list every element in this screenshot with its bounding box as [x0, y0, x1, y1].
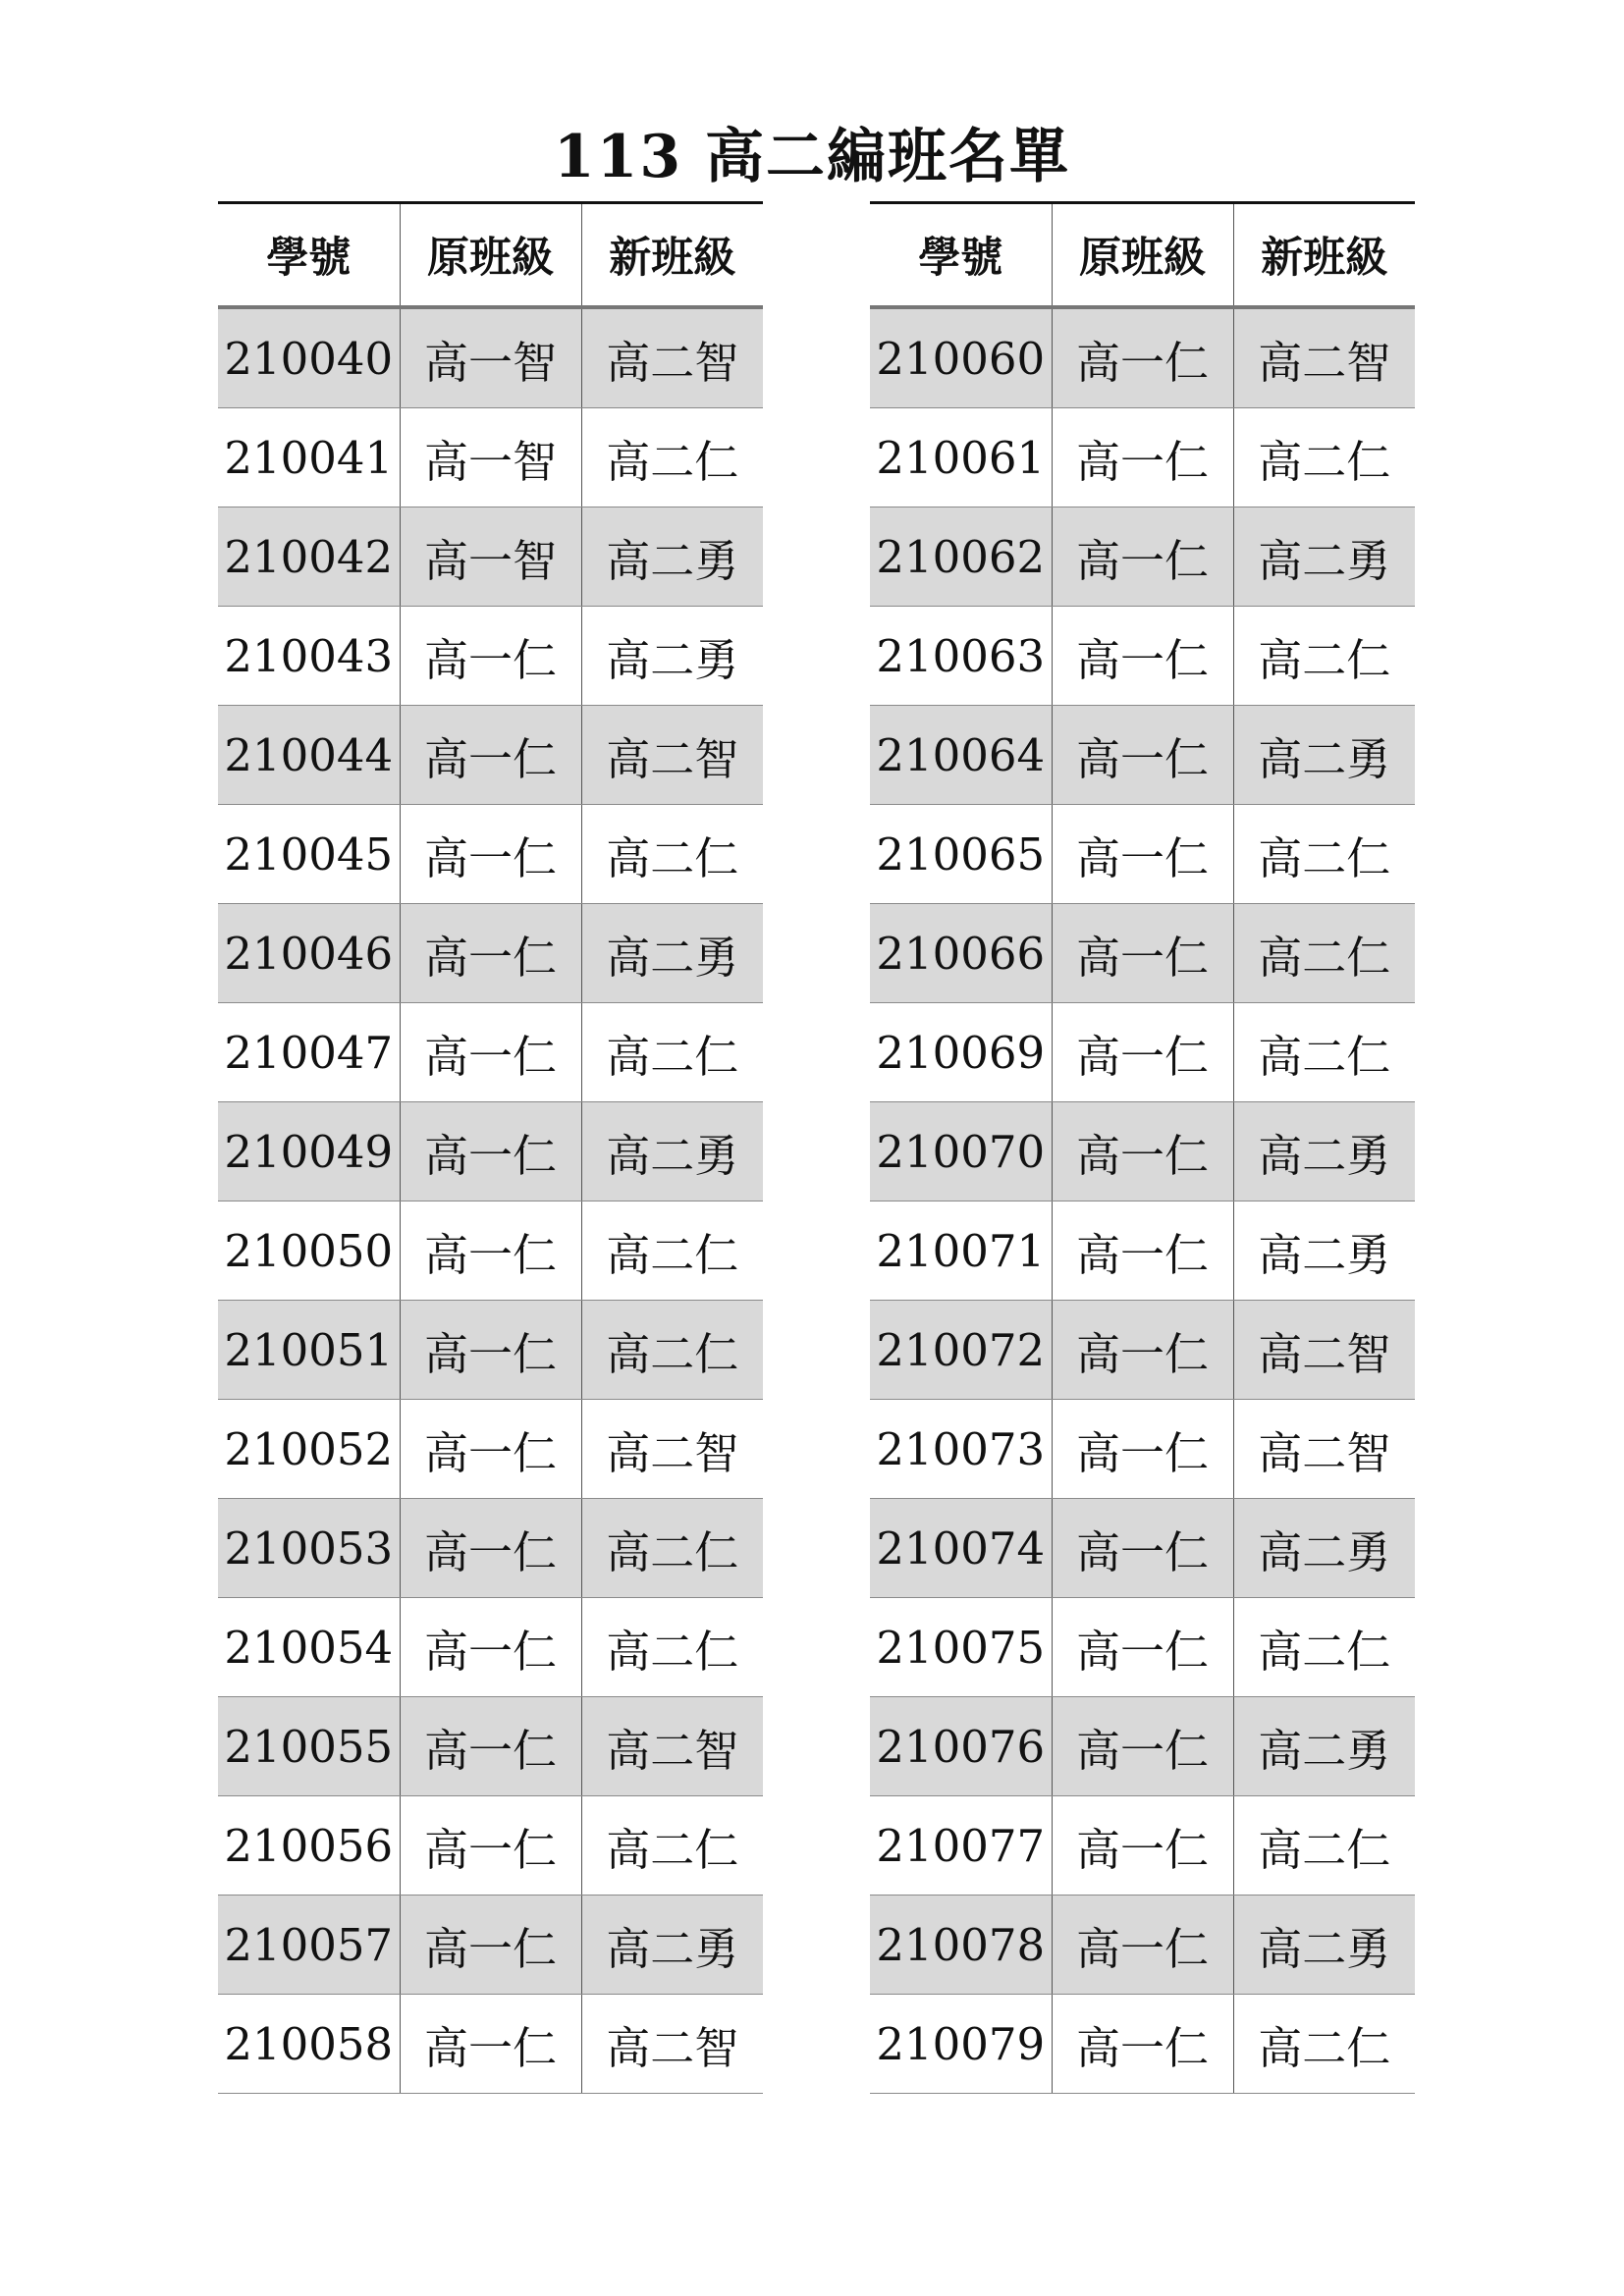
new-class-cell: 高二智 — [1233, 1301, 1415, 1400]
student-id-cell: 210058 — [218, 1995, 400, 2094]
student-id-cell: 210072 — [870, 1301, 1052, 1400]
original-class-cell: 高一仁 — [400, 904, 581, 1003]
student-id-cell: 210060 — [870, 307, 1052, 408]
original-class-cell: 高一仁 — [1052, 1201, 1233, 1301]
student-id-cell: 210079 — [870, 1995, 1052, 2094]
table-row — [218, 706, 763, 805]
roster-table-right — [870, 201, 1415, 2094]
table-row — [870, 904, 1415, 1003]
original-class-cell: 高一仁 — [1052, 507, 1233, 607]
student-id-cell: 210074 — [870, 1499, 1052, 1598]
roster-body-left — [218, 307, 763, 2094]
original-class-cell: 高一仁 — [1052, 1598, 1233, 1697]
original-class-cell: 高一仁 — [400, 1995, 581, 2094]
table-row — [218, 307, 763, 408]
new-class-cell: 高二勇 — [1233, 706, 1415, 805]
new-class-cell: 高二仁 — [581, 1201, 763, 1301]
original-class-cell: 高一仁 — [400, 1796, 581, 1896]
original-class-cell: 高一仁 — [1052, 1896, 1233, 1995]
new-class-cell: 高二勇 — [581, 507, 763, 607]
original-class-cell: 高一智 — [400, 507, 581, 607]
original-class-cell: 高一仁 — [400, 805, 581, 904]
table-row — [218, 1301, 763, 1400]
new-class-cell: 高二勇 — [581, 1102, 763, 1201]
new-class-cell: 高二智 — [1233, 307, 1415, 408]
student-id-cell: 210054 — [218, 1598, 400, 1697]
new-class-cell: 高二勇 — [1233, 1896, 1415, 1995]
new-class-cell: 高二仁 — [581, 1301, 763, 1400]
student-id-cell: 210063 — [870, 607, 1052, 706]
new-class-cell: 高二智 — [581, 1400, 763, 1499]
original-class-cell: 高一仁 — [1052, 706, 1233, 805]
original-class-cell: 高一仁 — [1052, 1995, 1233, 2094]
table-row — [218, 607, 763, 706]
table-row — [218, 507, 763, 607]
new-class-cell: 高二勇 — [581, 1896, 763, 1995]
table-row — [218, 408, 763, 507]
student-id-cell: 210047 — [218, 1003, 400, 1102]
original-class-cell: 高一仁 — [1052, 307, 1233, 408]
new-class-cell: 高二勇 — [1233, 1697, 1415, 1796]
original-class-cell: 高一仁 — [1052, 1796, 1233, 1896]
student-id-cell: 210062 — [870, 507, 1052, 607]
new-class-cell: 高二勇 — [1233, 1499, 1415, 1598]
header-new-class: 新班級 — [1233, 203, 1415, 308]
header-student-id: 學號 — [870, 203, 1052, 308]
original-class-cell: 高一仁 — [1052, 1003, 1233, 1102]
student-id-cell: 210044 — [218, 706, 400, 805]
table-row — [870, 1499, 1415, 1598]
new-class-cell: 高二仁 — [581, 1499, 763, 1598]
student-id-cell: 210057 — [218, 1896, 400, 1995]
new-class-cell: 高二智 — [581, 307, 763, 408]
table-row — [870, 1003, 1415, 1102]
student-id-cell: 210053 — [218, 1499, 400, 1598]
header-original-class: 原班級 — [400, 203, 581, 308]
table-row — [870, 1697, 1415, 1796]
new-class-cell: 高二勇 — [1233, 507, 1415, 607]
student-id-cell: 210056 — [218, 1796, 400, 1896]
student-id-cell: 210045 — [218, 805, 400, 904]
new-class-cell: 高二仁 — [581, 805, 763, 904]
student-id-cell: 210073 — [870, 1400, 1052, 1499]
page-title: 113 高二編班名單 — [553, 123, 1071, 191]
header-row — [870, 203, 1415, 308]
table-row — [218, 904, 763, 1003]
original-class-cell: 高一仁 — [400, 1400, 581, 1499]
new-class-cell: 高二仁 — [581, 1796, 763, 1896]
original-class-cell: 高一仁 — [1052, 1102, 1233, 1201]
student-id-cell: 210077 — [870, 1796, 1052, 1896]
new-class-cell: 高二仁 — [1233, 1995, 1415, 2094]
original-class-cell: 高一仁 — [400, 1201, 581, 1301]
student-id-cell: 210043 — [218, 607, 400, 706]
original-class-cell: 高一仁 — [400, 1102, 581, 1201]
table-row — [218, 1995, 763, 2094]
header-original-class: 原班級 — [1052, 203, 1233, 308]
roster-table-left — [218, 201, 763, 2094]
student-id-cell: 210070 — [870, 1102, 1052, 1201]
student-id-cell: 210042 — [218, 507, 400, 607]
student-id-cell: 210065 — [870, 805, 1052, 904]
original-class-cell: 高一仁 — [400, 1896, 581, 1995]
original-class-cell: 高一仁 — [400, 1598, 581, 1697]
original-class-cell: 高一智 — [400, 307, 581, 408]
new-class-cell: 高二仁 — [1233, 1598, 1415, 1697]
student-id-cell: 210071 — [870, 1201, 1052, 1301]
student-id-cell: 210046 — [218, 904, 400, 1003]
header-row — [218, 203, 763, 308]
new-class-cell: 高二智 — [581, 1697, 763, 1796]
table-row — [870, 1896, 1415, 1995]
original-class-cell: 高一仁 — [400, 1499, 581, 1598]
student-id-cell: 210078 — [870, 1896, 1052, 1995]
new-class-cell: 高二仁 — [1233, 607, 1415, 706]
table-row — [870, 706, 1415, 805]
table-row — [218, 1003, 763, 1102]
original-class-cell: 高一仁 — [400, 706, 581, 805]
table-row — [218, 1598, 763, 1697]
student-id-cell: 210055 — [218, 1697, 400, 1796]
student-id-cell: 210041 — [218, 408, 400, 507]
original-class-cell: 高一仁 — [1052, 1400, 1233, 1499]
student-id-cell: 210040 — [218, 307, 400, 408]
student-id-cell: 210052 — [218, 1400, 400, 1499]
original-class-cell: 高一仁 — [1052, 1499, 1233, 1598]
original-class-cell: 高一仁 — [1052, 904, 1233, 1003]
original-class-cell: 高一仁 — [400, 1301, 581, 1400]
table-row — [870, 1102, 1415, 1201]
header-student-id: 學號 — [218, 203, 400, 308]
table-row — [870, 805, 1415, 904]
header-new-class: 新班級 — [581, 203, 763, 308]
new-class-cell: 高二仁 — [581, 1003, 763, 1102]
table-row — [218, 805, 763, 904]
new-class-cell: 高二仁 — [1233, 805, 1415, 904]
original-class-cell: 高一仁 — [1052, 408, 1233, 507]
table-row — [218, 1796, 763, 1896]
original-class-cell: 高一智 — [400, 408, 581, 507]
original-class-cell: 高一仁 — [1052, 1697, 1233, 1796]
new-class-cell: 高二勇 — [581, 904, 763, 1003]
new-class-cell: 高二仁 — [1233, 1003, 1415, 1102]
new-class-cell: 高二仁 — [1233, 904, 1415, 1003]
roster-body-right — [870, 307, 1415, 2094]
new-class-cell: 高二智 — [581, 706, 763, 805]
table-row — [870, 1995, 1415, 2094]
table-row — [218, 1499, 763, 1598]
new-class-cell: 高二勇 — [1233, 1102, 1415, 1201]
new-class-cell: 高二仁 — [1233, 1796, 1415, 1896]
new-class-cell: 高二智 — [1233, 1400, 1415, 1499]
original-class-cell: 高一仁 — [1052, 607, 1233, 706]
original-class-cell: 高一仁 — [1052, 805, 1233, 904]
student-id-cell: 210050 — [218, 1201, 400, 1301]
table-row — [870, 1400, 1415, 1499]
student-id-cell: 210049 — [218, 1102, 400, 1201]
table-row — [218, 1201, 763, 1301]
table-row — [870, 1201, 1415, 1301]
table-row — [218, 1400, 763, 1499]
student-id-cell: 210064 — [870, 706, 1052, 805]
table-row — [870, 1301, 1415, 1400]
table-row — [218, 1896, 763, 1995]
new-class-cell: 高二勇 — [581, 607, 763, 706]
table-row — [870, 1796, 1415, 1896]
new-class-cell: 高二智 — [581, 1995, 763, 2094]
new-class-cell: 高二勇 — [1233, 1201, 1415, 1301]
new-class-cell: 高二仁 — [581, 1598, 763, 1697]
original-class-cell: 高一仁 — [400, 607, 581, 706]
original-class-cell: 高一仁 — [400, 1697, 581, 1796]
table-row — [870, 408, 1415, 507]
original-class-cell: 高一仁 — [1052, 1301, 1233, 1400]
student-id-cell: 210051 — [218, 1301, 400, 1400]
table-row — [870, 1598, 1415, 1697]
new-class-cell: 高二仁 — [1233, 408, 1415, 507]
table-row — [870, 307, 1415, 408]
student-id-cell: 210066 — [870, 904, 1052, 1003]
table-row — [870, 607, 1415, 706]
table-row — [870, 507, 1415, 607]
student-id-cell: 210076 — [870, 1697, 1052, 1796]
student-id-cell: 210061 — [870, 408, 1052, 507]
student-id-cell: 210075 — [870, 1598, 1052, 1697]
student-id-cell: 210069 — [870, 1003, 1052, 1102]
original-class-cell: 高一仁 — [400, 1003, 581, 1102]
table-row — [218, 1697, 763, 1796]
new-class-cell: 高二仁 — [581, 408, 763, 507]
table-row — [218, 1102, 763, 1201]
